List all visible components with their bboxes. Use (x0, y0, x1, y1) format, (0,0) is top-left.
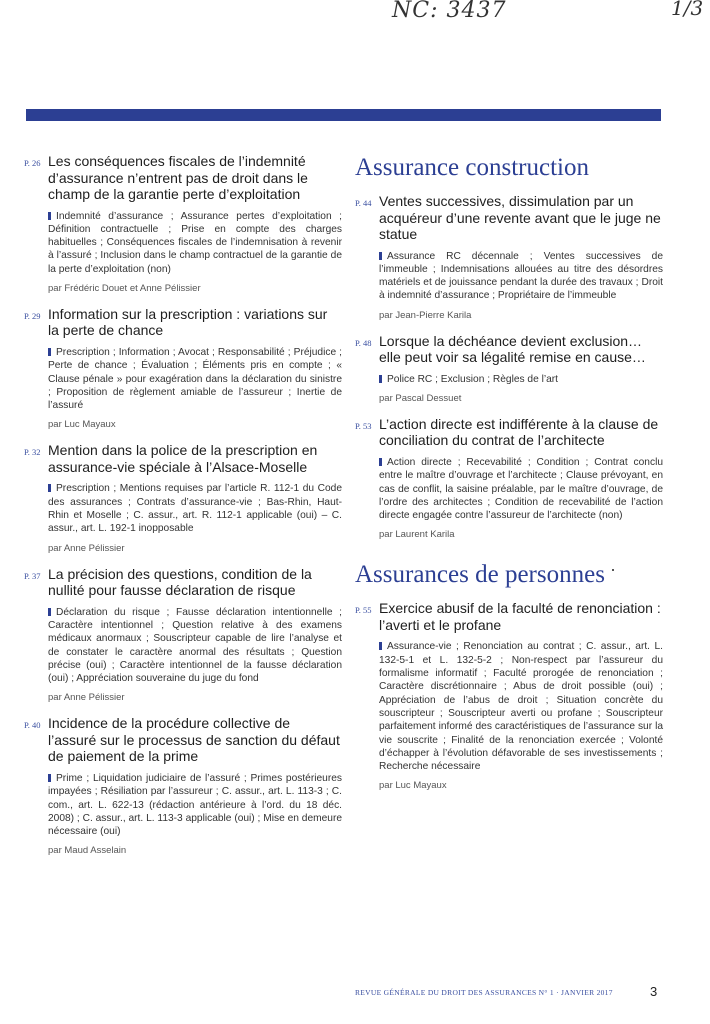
toc-entry (355, 193, 663, 321)
keywords-text: Assurance-vie ; Renonciation au contrat ; C. assur., art. L. 132-5-1 et L. 132-5-2 ; Non-respect par l’assureur du formalisme informatif ; Faculté prorogée de renonciation ; Caractère discrétionnaire ; Abus de droit possible (oui) ; Appréciation de l’abus de droit ; Situation concrète du souscripteur ; Souscripteur averti ou profane ; Souscripteur parfaitement informé des caractéristiques de l’assurance sur la vie souscrite ; Finalité de la renonciation exercée ; Volonté d’échapper à l’évolution défavorable de ses investissements ; Recherche nécessaire (379, 641, 663, 773)
article-title: Information sur la prescription : variations sur la perte de chance (48, 305, 328, 339)
page-reference: P. 40 (24, 720, 41, 731)
square-bullet-icon (379, 458, 382, 466)
page-number: 3 (650, 984, 658, 999)
keywords-text: Indemnité d’assurance ; Assurance pertes d’exploitation ; Définition contractuelle ; Prise en compte des charges habituelles ; Conséquences fiscales de l’indemnisation à revenir à l’assuré ; Inclusion dans le champ contractuel de la garantie de la perte d’exploitation (non) (48, 210, 342, 275)
toc-entry (355, 416, 663, 540)
square-bullet-icon (379, 375, 382, 383)
article-author: par Frédéric Douet et Anne Pélissier (48, 282, 201, 294)
keywords-text: Prescription ; Information ; Avocat ; Responsabilité ; Préjudice ; Perte de chance ; Évaluation ; Éléments pris en compte ; « Clause pénale » pour exagération dans la déclaration du sinistre ; Proposition de règlement amiable de l’assureur ; Inertie de l’assuré (48, 346, 342, 412)
page-reference: P. 53 (355, 420, 372, 431)
article-title: Mention dans la police de la prescription en assurance-vie spéciale à l’Alsace-Moselle (48, 442, 318, 475)
article-keywords (379, 456, 663, 522)
page-reference: P. 48 (355, 337, 372, 348)
keywords-text: Action directe ; Recevabilité ; Condition ; Contrat conclu entre le maître d’ouvrage et l’architecte ; Clause prévoyant, en cas de conflit, la saisine préalable, par le maître d’ouvrage, de l’ordre des architectes ; Condition de recevabilité de l’action directe engagée contre l’assureur de l’architecte (non) (379, 456, 663, 522)
toc-entry (24, 442, 342, 553)
article-title: Lorsque la déchéance devient exclusion… elle peut voir sa légalité remise en cause… (379, 332, 646, 366)
stray-mark (612, 569, 614, 571)
article-title: Les conséquences fiscales de l’indemnité d’assurance n’entrent pas de droit dans le champ de la garantie perte d’exploitation (48, 153, 308, 202)
article-title: L’action directe est indifférente à la clause de conciliation du contrat de l’architecte (379, 415, 659, 449)
handwritten-page-count: 1/3 (671, 0, 704, 20)
page-reference: P. 37 (24, 570, 41, 581)
article-keywords (48, 482, 342, 535)
article-keywords (379, 250, 663, 303)
article-author: par Laurent Karila (379, 529, 455, 541)
article-keywords (379, 640, 663, 773)
section-heading: Assurance construction (355, 154, 589, 181)
toc-entry (355, 333, 663, 404)
article-author: par Pascal Dessuet (379, 392, 462, 404)
square-bullet-icon (48, 212, 51, 220)
keywords-text: Déclaration du risque ; Fausse déclaration intentionnelle ; Caractère intentionnel ; Question relative à des examens médicaux anormaux ; Souscripteur capable de lire l’analyse et de constater le caractère anormal des résultats ; Question précise (oui) ; Caractère intentionnel de la fausse déclaration (oui) ; Appréciation souveraine du juge du fond (48, 606, 342, 685)
article-author: par Luc Mayaux (48, 419, 116, 431)
page-reference: P. 44 (355, 198, 372, 208)
article-keywords (379, 373, 663, 386)
article-title: Ventes successives, dissimulation par un acquéreur d’une revente avant que le juge ne statue (379, 193, 661, 242)
article-author: par Anne Pélissier (48, 542, 125, 554)
article-author: par Maud Asselain (48, 845, 127, 857)
page-reference: P. 55 (355, 605, 372, 616)
toc-entry (355, 600, 663, 791)
handwritten-reference: NC: 3437 (392, 0, 507, 23)
journal-footer: REVUE GÉNÉRALE DU DROIT DES ASSURANCES N° 1 · JANVIER 2017 (355, 988, 613, 997)
article-title: Incidence de la procédure collective de l’assuré sur le processus de sanction du défaut de paiement de la prime (48, 715, 340, 765)
square-bullet-icon (379, 252, 382, 260)
page-reference: P. 29 (24, 310, 41, 321)
square-bullet-icon (48, 348, 51, 356)
article-keywords (48, 210, 342, 276)
toc-entry (24, 715, 342, 856)
page-reference: P. 32 (24, 447, 41, 458)
left-column (24, 153, 342, 868)
article-keywords (48, 346, 342, 412)
square-bullet-icon (48, 608, 51, 616)
keywords-text: Prescription ; Mentions requises par l’article R. 112-1 du Code des assurances ; Contrats d’assurance-vie ; Bas-Rhin, Haut-Rhin et Moselle ; C. assur., art. R. 112-1 applicable (oui) – C. assur., art. L. 192-1 inopposable (48, 483, 342, 535)
keywords-text: Prime ; Liquidation judiciaire de l’assuré ; Primes postérieures impayées ; Résiliation par l’assureur ; C. assur., art. L. 113-3 ; C. com., art. L. 622-13 (rédaction antérieure à l’ord. du 18 déc. 2008) ; C. assur., art. L. 113-3 applicable (oui) ; Mise en demeure nécessaire (oui) (48, 772, 342, 838)
article-author: par Anne Pélissier (48, 692, 125, 704)
toc-entry (24, 566, 342, 704)
toc-entry (24, 153, 342, 294)
article-title: Exercice abusif de la faculté de renonciation : l’averti et le profane (379, 600, 661, 633)
keywords-text: Assurance RC décennale ; Ventes successives de l’immeuble ; Indemnisations allouées au titre des désordres matériels et de jouissance pendant la durée des travaux ; Droit à indemnité d’assurance ; Propriétaire de l’immeuble (379, 250, 663, 302)
right-column (355, 153, 663, 803)
article-title: La précision des questions, condition de la nullité pour fausse déclaration de risque (48, 565, 312, 599)
keywords-text: Police RC ; Exclusion ; Règles de l’art (387, 373, 558, 385)
article-author: par Luc Mayaux (379, 780, 447, 792)
page-reference: P. 26 (24, 158, 41, 168)
square-bullet-icon (379, 642, 382, 650)
square-bullet-icon (48, 774, 51, 782)
square-bullet-icon (48, 484, 51, 492)
article-keywords (48, 606, 342, 686)
article-keywords (48, 772, 342, 838)
header-rule (26, 109, 661, 121)
toc-entry (24, 306, 342, 430)
article-author: par Jean-Pierre Karila (379, 309, 472, 321)
section-heading: Assurances de personnes (355, 561, 605, 589)
